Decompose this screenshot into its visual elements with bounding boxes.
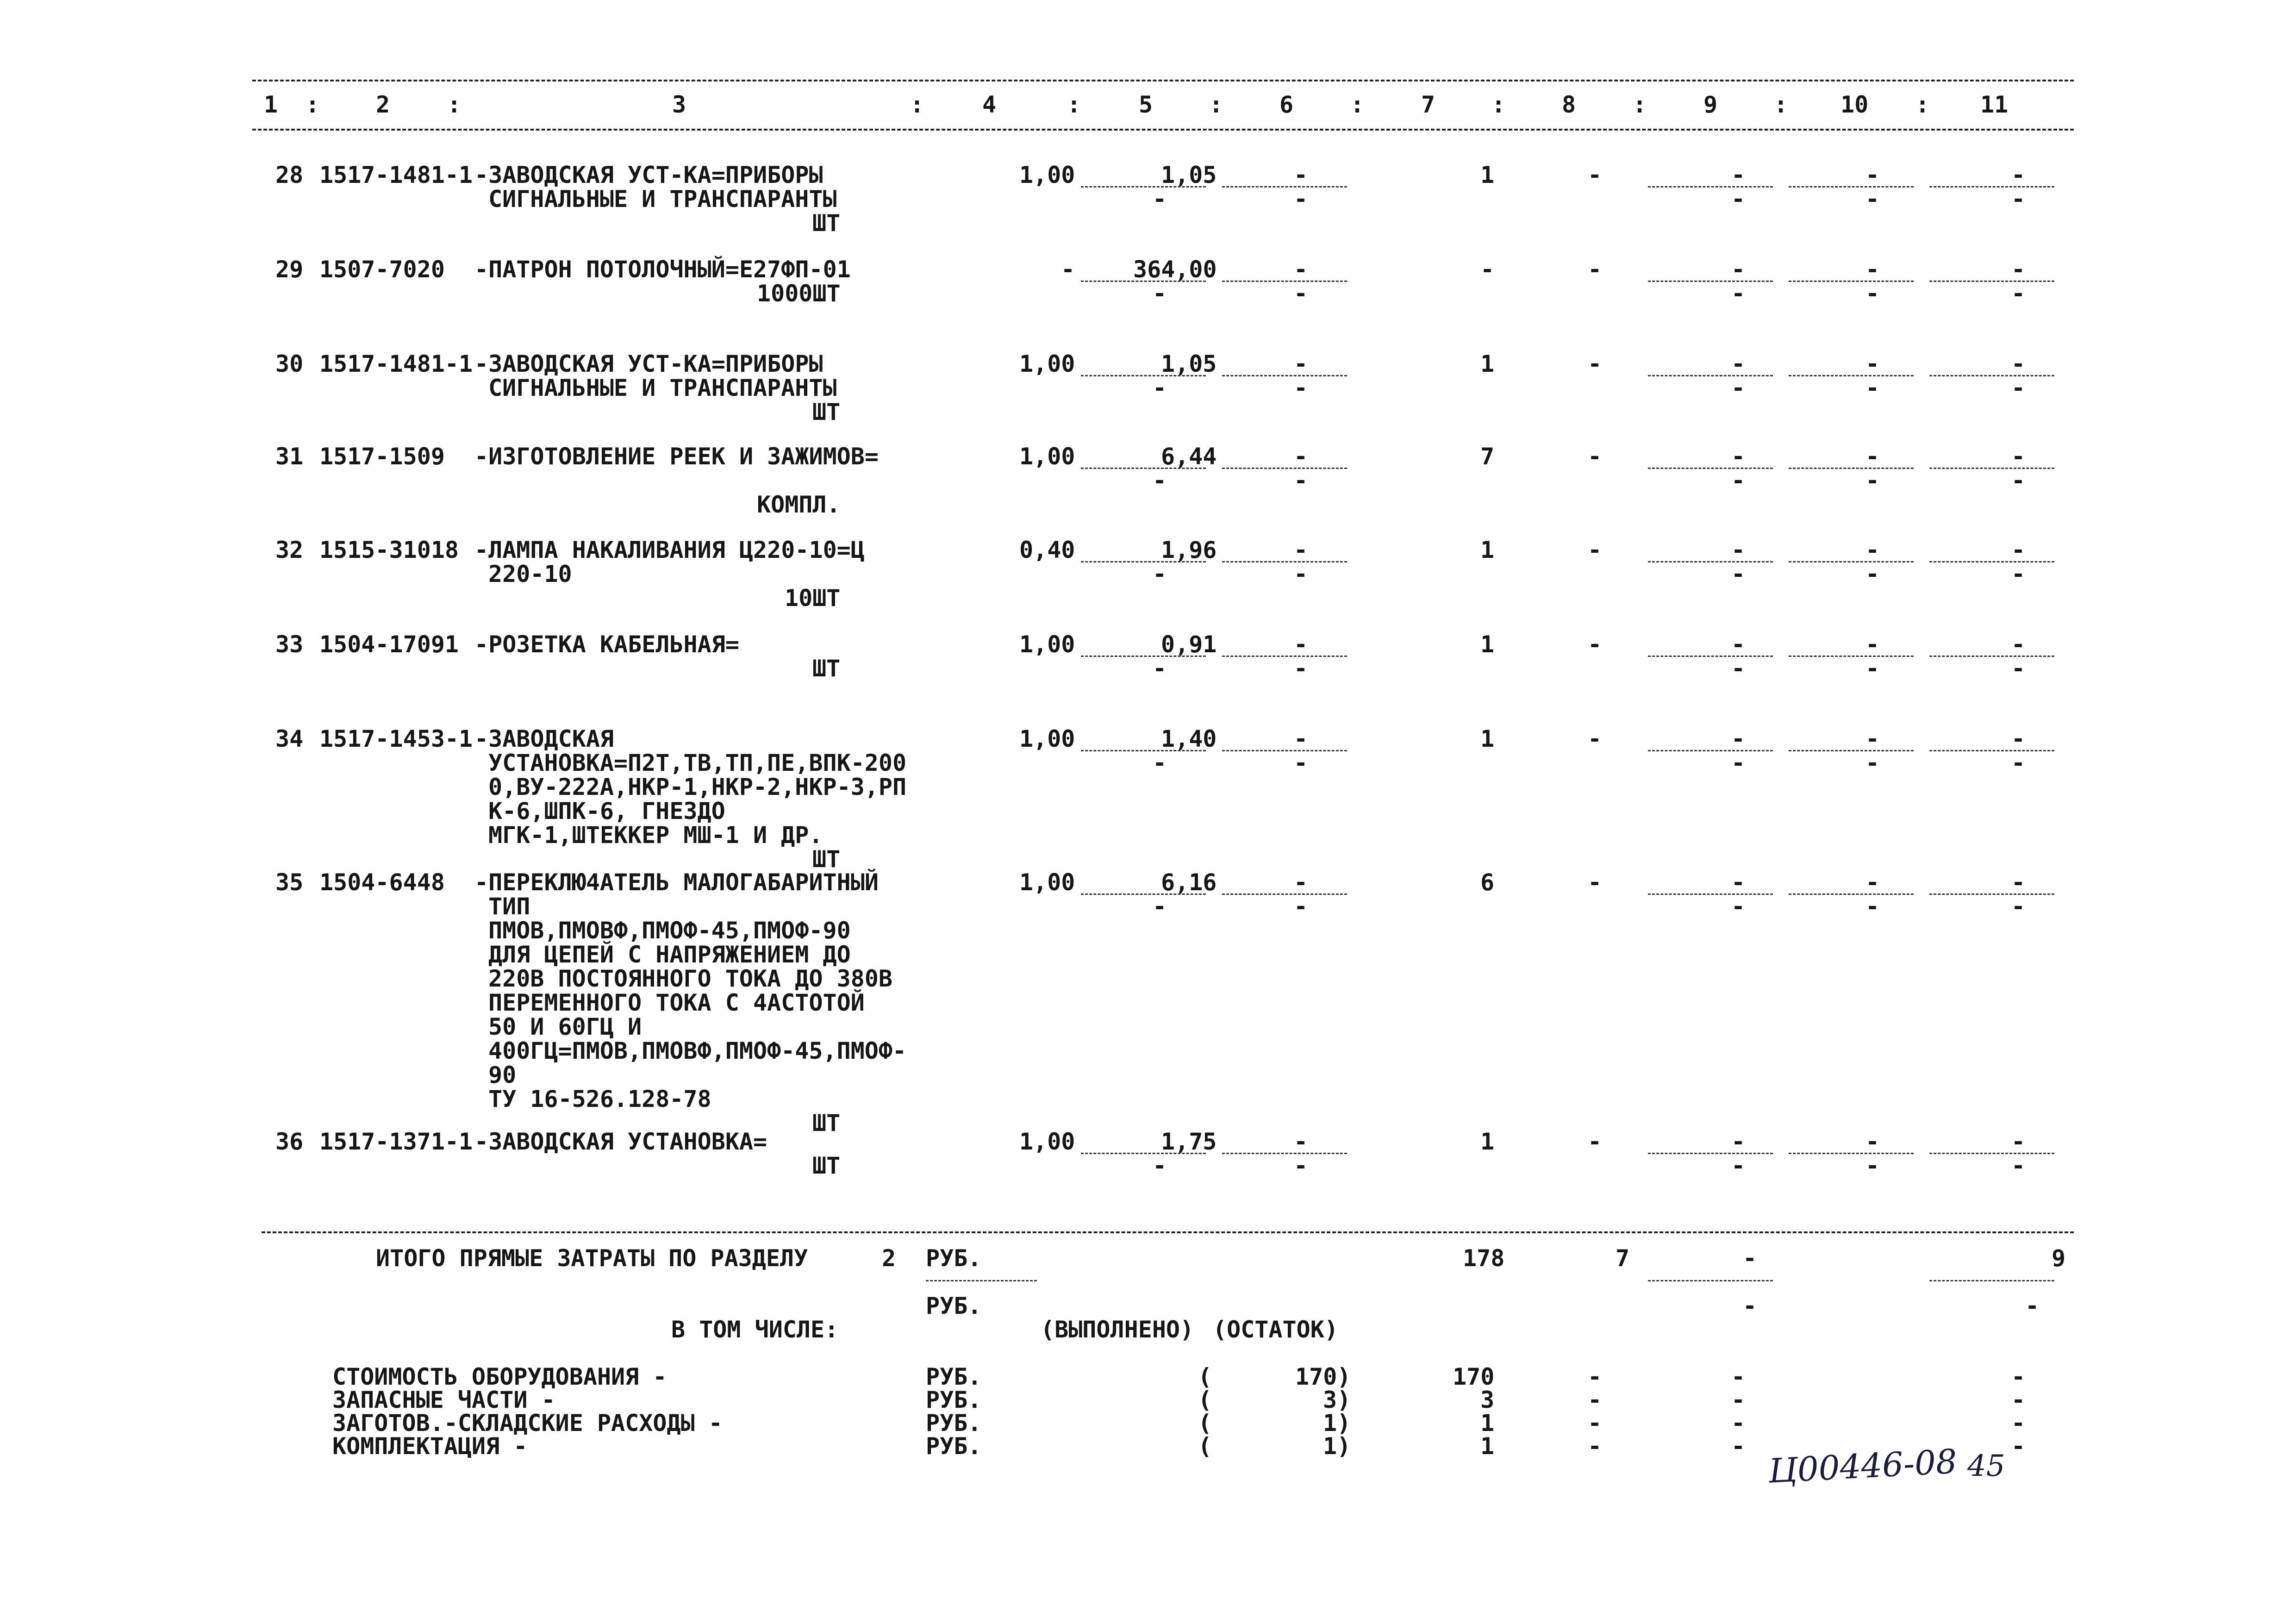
row-rule bbox=[1789, 186, 1914, 187]
row-number: 32 bbox=[275, 537, 304, 563]
row-col10: - bbox=[1866, 256, 1880, 283]
row-col8: - bbox=[1588, 162, 1602, 188]
breakdown-col11: - bbox=[2011, 1387, 2026, 1413]
row-col5: 0,91 bbox=[1161, 631, 1217, 658]
row-col6-lower: - bbox=[1294, 186, 1308, 212]
row-col9: - bbox=[1731, 350, 1746, 377]
row-col8: - bbox=[1588, 443, 1602, 470]
page-number-handwritten: 45 bbox=[1967, 1449, 2005, 1483]
row-col11-lower: - bbox=[2011, 750, 2026, 776]
row-unit: 1000ШТ bbox=[757, 280, 841, 307]
row-col4: 1,00 bbox=[1019, 1128, 1075, 1155]
row-code: 1517-1453-1 bbox=[319, 725, 473, 752]
row-rule bbox=[1648, 281, 1773, 282]
breakdown-done: 170) bbox=[1295, 1363, 1351, 1390]
row-col6-lower: - bbox=[1294, 655, 1308, 682]
row-col6-lower: - bbox=[1294, 750, 1308, 776]
row-rule bbox=[1789, 375, 1914, 376]
row-col8: - bbox=[1588, 631, 1602, 658]
row-rule bbox=[1081, 1153, 1206, 1154]
breakdown-col9: - bbox=[1731, 1387, 1746, 1413]
row-col5-lower: - bbox=[1153, 561, 1167, 587]
row-description-line: СИГНАЛЬНЫЕ И ТРАНСПАРАНТЫ bbox=[488, 186, 837, 212]
row-col6: - bbox=[1294, 162, 1308, 188]
row-col10: - bbox=[1866, 725, 1880, 752]
row-unit: ШТ bbox=[812, 1152, 841, 1179]
row-col6-lower: - bbox=[1294, 467, 1308, 494]
row-description-line: УСТАНОВКА=П2Т,ТВ,ТП,ПЕ,ВПК-200 bbox=[488, 750, 907, 776]
row-description-line: 220В ПОСТОЯННОГО ТОКА ДО 380В bbox=[488, 965, 892, 992]
row-code: 1504-6448 bbox=[319, 869, 445, 896]
totals-section: 2 bbox=[882, 1245, 896, 1272]
row-col10: - bbox=[1866, 631, 1880, 658]
row-col4: - bbox=[1061, 256, 1075, 283]
totals-currency-2: РУБ. bbox=[926, 1293, 982, 1319]
totals-currency: РУБ. bbox=[926, 1245, 982, 1272]
row-description-line: СИГНАЛЬНЫЕ И ТРАНСПАРАНТЫ bbox=[488, 375, 837, 401]
row-rule bbox=[1648, 186, 1773, 187]
col-separator: : bbox=[306, 91, 320, 118]
row-col6: - bbox=[1294, 725, 1308, 752]
row-col7: 7 bbox=[1480, 443, 1495, 470]
row-col10: - bbox=[1866, 443, 1880, 470]
col-separator: : bbox=[1209, 91, 1223, 118]
row-rule bbox=[1929, 656, 2054, 657]
row-col7: 1 bbox=[1480, 162, 1495, 188]
row-number: 28 bbox=[275, 162, 304, 188]
col-header-9: 9 bbox=[1703, 91, 1718, 118]
row-rule bbox=[1648, 750, 1773, 751]
row-col5-lower: - bbox=[1153, 655, 1167, 682]
row-rule bbox=[1222, 750, 1347, 751]
row-col6: - bbox=[1294, 443, 1308, 470]
row-col4: 1,00 bbox=[1019, 725, 1075, 752]
col-header-11: 11 bbox=[1980, 91, 2009, 118]
row-rule bbox=[1081, 375, 1206, 376]
col-header-1: 1 bbox=[264, 91, 278, 118]
row-description-line: 90 bbox=[488, 1062, 517, 1088]
row-rule bbox=[1789, 656, 1914, 657]
row-col11-lower: - bbox=[2011, 1152, 2026, 1179]
row-rule bbox=[1789, 893, 1914, 895]
totals-underline bbox=[926, 1280, 1037, 1281]
col-separator: : bbox=[1915, 91, 1930, 118]
totals-underline bbox=[1929, 1280, 2054, 1281]
row-rule bbox=[1081, 656, 1206, 657]
row-col10-lower: - bbox=[1866, 186, 1880, 212]
breakdown-done: 1) bbox=[1323, 1410, 1351, 1437]
breakdown-currency: РУБ. bbox=[926, 1363, 982, 1390]
row-col6-lower: - bbox=[1294, 375, 1308, 401]
row-description-line: -ЗАВОДСКАЯ bbox=[474, 725, 614, 752]
row-col10: - bbox=[1866, 869, 1880, 896]
row-col10-lower: - bbox=[1866, 280, 1880, 307]
row-rule bbox=[1929, 186, 2054, 187]
row-code: 1504-17091 bbox=[319, 631, 459, 658]
breakdown-label: ЗАГОТОВ.-СКЛАДСКИЕ РАСХОДЫ - bbox=[332, 1410, 723, 1437]
row-col6-lower: - bbox=[1294, 561, 1308, 587]
row-rule bbox=[1222, 375, 1347, 376]
row-rule bbox=[1081, 893, 1206, 895]
row-col9-lower: - bbox=[1731, 186, 1746, 212]
row-col4: 1,00 bbox=[1019, 631, 1075, 658]
row-rule bbox=[1929, 750, 2054, 751]
row-col9-lower: - bbox=[1731, 375, 1746, 401]
header-bottom-rule bbox=[252, 129, 2074, 131]
col-header-6: 6 bbox=[1279, 91, 1294, 118]
row-description-line: -ЗАВОДСКАЯ УСТАНОВКА= bbox=[474, 1128, 767, 1155]
row-col5-lower: - bbox=[1153, 186, 1167, 212]
row-unit: ШТ bbox=[812, 399, 841, 425]
row-description-line: -ПАТРОН ПОТОЛОЧНЫЙ=Е27ФП-01 bbox=[474, 256, 851, 283]
breakdown-col8: - bbox=[1588, 1387, 1602, 1413]
totals-col8: 7 bbox=[1616, 1245, 1630, 1272]
row-description-line: К-6,ШПК-6, ГНЕЗДО bbox=[488, 798, 725, 824]
breakdown-currency: РУБ. bbox=[926, 1410, 982, 1437]
row-col10-lower: - bbox=[1866, 375, 1880, 401]
breakdown-col9: - bbox=[1731, 1363, 1746, 1390]
row-rule bbox=[1789, 468, 1914, 469]
row-unit: ШТ bbox=[812, 1110, 841, 1137]
col-separator: : bbox=[1491, 91, 1506, 118]
row-rule bbox=[1081, 561, 1206, 562]
row-col10-lower: - bbox=[1866, 750, 1880, 776]
row-rule bbox=[1222, 1153, 1347, 1154]
row-col5: 1,40 bbox=[1161, 725, 1217, 752]
row-rule bbox=[1789, 750, 1914, 751]
totals-col11-b: - bbox=[2025, 1293, 2040, 1319]
row-col9: - bbox=[1731, 1128, 1746, 1155]
col-header-3: 3 bbox=[672, 91, 686, 118]
row-number: 36 bbox=[275, 1128, 304, 1155]
row-col11-lower: - bbox=[2011, 280, 2026, 307]
row-col11: - bbox=[2011, 869, 2026, 896]
row-rule bbox=[1222, 893, 1347, 895]
row-col4: 1,00 bbox=[1019, 869, 1075, 896]
row-col7: 6 bbox=[1480, 869, 1495, 896]
row-col11: - bbox=[2011, 256, 2026, 283]
breakdown-currency: РУБ. bbox=[926, 1433, 982, 1460]
row-description-line: -РОЗЕТКА КАБЕЛЬНАЯ= bbox=[474, 631, 739, 658]
row-col9: - bbox=[1731, 869, 1746, 896]
row-rule bbox=[1929, 1153, 2054, 1154]
row-col11: - bbox=[2011, 537, 2026, 563]
row-rule bbox=[1648, 561, 1773, 562]
row-col9: - bbox=[1731, 537, 1746, 563]
row-code: 1517-1371-1 bbox=[319, 1128, 473, 1155]
row-col9-lower: - bbox=[1731, 280, 1746, 307]
row-code: 1507-7020 bbox=[319, 256, 445, 283]
breakdown-col11: - bbox=[2011, 1410, 2026, 1437]
col-separator: : bbox=[447, 91, 462, 118]
row-number: 33 bbox=[275, 631, 304, 658]
row-col5-lower: - bbox=[1153, 375, 1167, 401]
row-col5: 364,00 bbox=[1133, 256, 1217, 283]
row-col11: - bbox=[2011, 350, 2026, 377]
breakdown-col8: - bbox=[1588, 1410, 1602, 1437]
row-description-line: ТУ 16-526.128-78 bbox=[488, 1086, 711, 1112]
row-col9: - bbox=[1731, 725, 1746, 752]
row-col4: 0,40 bbox=[1019, 537, 1075, 563]
col-header-10: 10 bbox=[1841, 91, 1869, 118]
row-col9: - bbox=[1731, 631, 1746, 658]
breakdown-col9: - bbox=[1731, 1433, 1746, 1460]
row-col6: - bbox=[1294, 869, 1308, 896]
totals-col9: - bbox=[1743, 1245, 1757, 1272]
breakdown-col8: - bbox=[1588, 1363, 1602, 1390]
row-rule bbox=[1789, 561, 1914, 562]
col-separator: : bbox=[1350, 91, 1365, 118]
row-col6: - bbox=[1294, 1128, 1308, 1155]
breakdown-col7: 170 bbox=[1453, 1363, 1495, 1390]
row-description-line: -ЗАВОДСКАЯ УСТ-КА=ПРИБОРЫ bbox=[474, 162, 823, 188]
row-description-line: МГК-1,ШТЕККЕР МШ-1 И ДР. bbox=[488, 822, 823, 849]
row-col9-lower: - bbox=[1731, 893, 1746, 920]
row-rule bbox=[1929, 561, 2054, 562]
row-col7: 1 bbox=[1480, 631, 1495, 658]
row-col6: - bbox=[1294, 537, 1308, 563]
totals-col9-b: - bbox=[1743, 1293, 1757, 1319]
row-rule bbox=[1648, 1153, 1773, 1154]
totals-col7: 178 bbox=[1463, 1245, 1505, 1272]
row-col5-lower: - bbox=[1153, 893, 1167, 920]
row-code: 1517-1481-1 bbox=[319, 350, 473, 377]
row-col11-lower: - bbox=[2011, 186, 2026, 212]
row-col6: - bbox=[1294, 350, 1308, 377]
row-col10: - bbox=[1866, 1128, 1880, 1155]
row-rule bbox=[1222, 656, 1347, 657]
row-col5: 1,05 bbox=[1161, 350, 1217, 377]
row-col7: 1 bbox=[1480, 1128, 1495, 1155]
breakdown-label: ЗАПАСНЫЕ ЧАСТИ - bbox=[332, 1387, 555, 1413]
row-rule bbox=[1648, 468, 1773, 469]
breakdown-col9: - bbox=[1731, 1410, 1746, 1437]
row-col5-lower: - bbox=[1153, 280, 1167, 307]
row-rule bbox=[1929, 375, 2054, 376]
row-col5: 1,96 bbox=[1161, 537, 1217, 563]
breakdown-done: 3) bbox=[1323, 1387, 1351, 1413]
row-col8: - bbox=[1588, 725, 1602, 752]
row-rule bbox=[1789, 1153, 1914, 1154]
row-col11: - bbox=[2011, 631, 2026, 658]
row-col5: 1,75 bbox=[1161, 1128, 1217, 1155]
col-separator: : bbox=[1067, 91, 1081, 118]
row-col7: 1 bbox=[1480, 725, 1495, 752]
row-rule bbox=[1222, 561, 1347, 562]
doc-code-handwritten: Ц00446-08 bbox=[1767, 1442, 1958, 1491]
row-rule bbox=[1929, 281, 2054, 282]
row-col6-lower: - bbox=[1294, 893, 1308, 920]
row-rule bbox=[1648, 375, 1773, 376]
row-description-line: -ЗАВОДСКАЯ УСТ-КА=ПРИБОРЫ bbox=[474, 350, 823, 377]
row-col10-lower: - bbox=[1866, 467, 1880, 494]
row-description-line: ПЕРЕМЕННОГО ТОКА С 4АСТОТОЙ bbox=[488, 989, 865, 1016]
row-col5: 6,16 bbox=[1161, 869, 1217, 896]
row-description-line: 220-10 bbox=[488, 561, 572, 587]
row-col9-lower: - bbox=[1731, 1152, 1746, 1179]
row-rule bbox=[1789, 281, 1914, 282]
row-col9-lower: - bbox=[1731, 655, 1746, 682]
breakdown-open-paren: ( bbox=[1198, 1410, 1212, 1437]
row-col10-lower: - bbox=[1866, 893, 1880, 920]
col-separator: : bbox=[1774, 91, 1788, 118]
row-col10-lower: - bbox=[1866, 655, 1880, 682]
row-col6-lower: - bbox=[1294, 280, 1308, 307]
row-rule bbox=[1222, 468, 1347, 469]
row-rule bbox=[1222, 186, 1347, 187]
breakdown-col11: - bbox=[2011, 1433, 2026, 1460]
row-unit: 10ШТ bbox=[785, 585, 841, 612]
breakdown-currency: РУБ. bbox=[926, 1387, 982, 1413]
row-col6: - bbox=[1294, 631, 1308, 658]
totals-label: ИТОГО ПРЯМЫЕ ЗАТРАТЫ ПО РАЗДЕЛУ bbox=[376, 1245, 808, 1272]
row-col5-lower: - bbox=[1153, 1152, 1167, 1179]
row-col5-lower: - bbox=[1153, 467, 1167, 494]
breakdown-col8: - bbox=[1588, 1433, 1602, 1460]
row-number: 34 bbox=[275, 725, 304, 752]
row-col8: - bbox=[1588, 537, 1602, 563]
row-unit: ШТ bbox=[812, 846, 841, 873]
row-rule bbox=[1081, 186, 1206, 187]
header-top-rule bbox=[252, 80, 2074, 81]
row-col11: - bbox=[2011, 1128, 2026, 1155]
row-description-line: -ИЗГОТОВЛЕНИЕ РЕЕК И ЗАЖИМОВ= bbox=[474, 443, 879, 470]
col-separator: : bbox=[910, 91, 924, 118]
totals-top-rule bbox=[262, 1231, 2074, 1233]
col-header-2: 2 bbox=[376, 91, 390, 118]
row-description-line: 400ГЦ=ПМОВ,ПМОВФ,ПМОФ-45,ПМОФ- bbox=[488, 1037, 907, 1064]
col-header-8: 8 bbox=[1562, 91, 1576, 118]
row-description-line: 0,ВУ-222А,НКР-1,НКР-2,НКР-3,РП bbox=[488, 774, 907, 800]
totals-col11: 9 bbox=[2052, 1245, 2066, 1272]
row-unit: КОМПЛ. bbox=[757, 491, 841, 518]
breakdown-col7: 3 bbox=[1480, 1387, 1495, 1413]
breakdown-open-paren: ( bbox=[1198, 1387, 1212, 1413]
totals-underline bbox=[1648, 1280, 1773, 1281]
breakdown-label: КОМПЛЕКТАЦИЯ - bbox=[332, 1433, 528, 1460]
row-col6: - bbox=[1294, 256, 1308, 283]
row-col9-lower: - bbox=[1731, 467, 1746, 494]
row-rule bbox=[1081, 750, 1206, 751]
col-separator: : bbox=[1633, 91, 1647, 118]
row-description-line: ПМОВ,ПМОВФ,ПМОФ-45,ПМОФ-90 bbox=[488, 917, 851, 944]
row-rule bbox=[1929, 893, 2054, 895]
breakdown-open-paren: ( bbox=[1198, 1433, 1212, 1460]
row-description-line: -ЛАМПА НАКАЛИВАНИЯ Ц220-10=Ц bbox=[474, 537, 865, 563]
row-rule bbox=[1081, 281, 1206, 282]
breakdown-col7: 1 bbox=[1480, 1410, 1495, 1437]
row-description-line: -ПЕРЕКЛЮ4АТЕЛЬ МАЛОГАБАРИТНЫЙ bbox=[474, 869, 879, 896]
col-header-7: 7 bbox=[1421, 91, 1435, 118]
row-col4: 1,00 bbox=[1019, 162, 1075, 188]
row-unit: ШТ bbox=[812, 655, 841, 682]
row-rule bbox=[1648, 893, 1773, 895]
done-label: (ВЫПОЛНЕНО) bbox=[1041, 1316, 1194, 1343]
row-col5-lower: - bbox=[1153, 750, 1167, 776]
row-col5: 1,05 bbox=[1161, 162, 1217, 188]
row-col11-lower: - bbox=[2011, 655, 2026, 682]
row-rule bbox=[1648, 656, 1773, 657]
row-description-line: ДЛЯ ЦЕПЕЙ С НАПРЯЖЕНИЕМ ДО bbox=[488, 941, 851, 968]
row-number: 31 bbox=[275, 443, 304, 470]
row-col10: - bbox=[1866, 350, 1880, 377]
row-col10: - bbox=[1866, 162, 1880, 188]
row-col5: 6,44 bbox=[1161, 443, 1217, 470]
row-col4: 1,00 bbox=[1019, 350, 1075, 377]
row-description-line: 50 И 60ГЦ И bbox=[488, 1013, 642, 1040]
row-code: 1515-31018 bbox=[319, 537, 459, 563]
col-header-5: 5 bbox=[1139, 91, 1153, 118]
rest-label: (ОСТАТОК) bbox=[1213, 1316, 1338, 1343]
row-code: 1517-1481-1 bbox=[319, 162, 473, 188]
breakdown-col11: - bbox=[2011, 1363, 2026, 1390]
row-col8: - bbox=[1588, 256, 1602, 283]
row-col7: - bbox=[1480, 256, 1495, 283]
breakdown-label: СТОИМОСТЬ ОБОРУДОВАНИЯ - bbox=[332, 1363, 667, 1390]
row-col8: - bbox=[1588, 869, 1602, 896]
row-number: 35 bbox=[275, 869, 304, 896]
col-header-4: 4 bbox=[982, 91, 997, 118]
row-col9-lower: - bbox=[1731, 750, 1746, 776]
row-col9-lower: - bbox=[1731, 561, 1746, 587]
row-col9: - bbox=[1731, 162, 1746, 188]
row-col11-lower: - bbox=[2011, 561, 2026, 587]
row-rule bbox=[1929, 468, 2054, 469]
row-col10: - bbox=[1866, 537, 1880, 563]
row-number: 29 bbox=[275, 256, 304, 283]
row-unit: ШТ bbox=[812, 210, 841, 237]
breakdown-open-paren: ( bbox=[1198, 1363, 1212, 1390]
row-col8: - bbox=[1588, 1128, 1602, 1155]
row-col11: - bbox=[2011, 162, 2026, 188]
row-description-line: ТИП bbox=[488, 893, 530, 920]
row-col9: - bbox=[1731, 256, 1746, 283]
row-col11-lower: - bbox=[2011, 893, 2026, 920]
row-col10-lower: - bbox=[1866, 561, 1880, 587]
row-col7: 1 bbox=[1480, 537, 1495, 563]
row-col4: 1,00 bbox=[1019, 443, 1075, 470]
row-col11: - bbox=[2011, 725, 2026, 752]
breakdown-done: 1) bbox=[1323, 1433, 1351, 1460]
row-col9: - bbox=[1731, 443, 1746, 470]
row-col11-lower: - bbox=[2011, 375, 2026, 401]
row-col7: 1 bbox=[1480, 350, 1495, 377]
row-col11-lower: - bbox=[2011, 467, 2026, 494]
row-rule bbox=[1222, 281, 1347, 282]
row-rule bbox=[1081, 468, 1206, 469]
breakdown-col7: 1 bbox=[1480, 1433, 1495, 1460]
including-label: В ТОМ ЧИСЛЕ: bbox=[671, 1316, 839, 1343]
row-col6-lower: - bbox=[1294, 1152, 1308, 1179]
row-col8: - bbox=[1588, 350, 1602, 377]
row-number: 30 bbox=[275, 350, 304, 377]
row-code: 1517-1509 bbox=[319, 443, 445, 470]
row-col10-lower: - bbox=[1866, 1152, 1880, 1179]
row-col11: - bbox=[2011, 443, 2026, 470]
